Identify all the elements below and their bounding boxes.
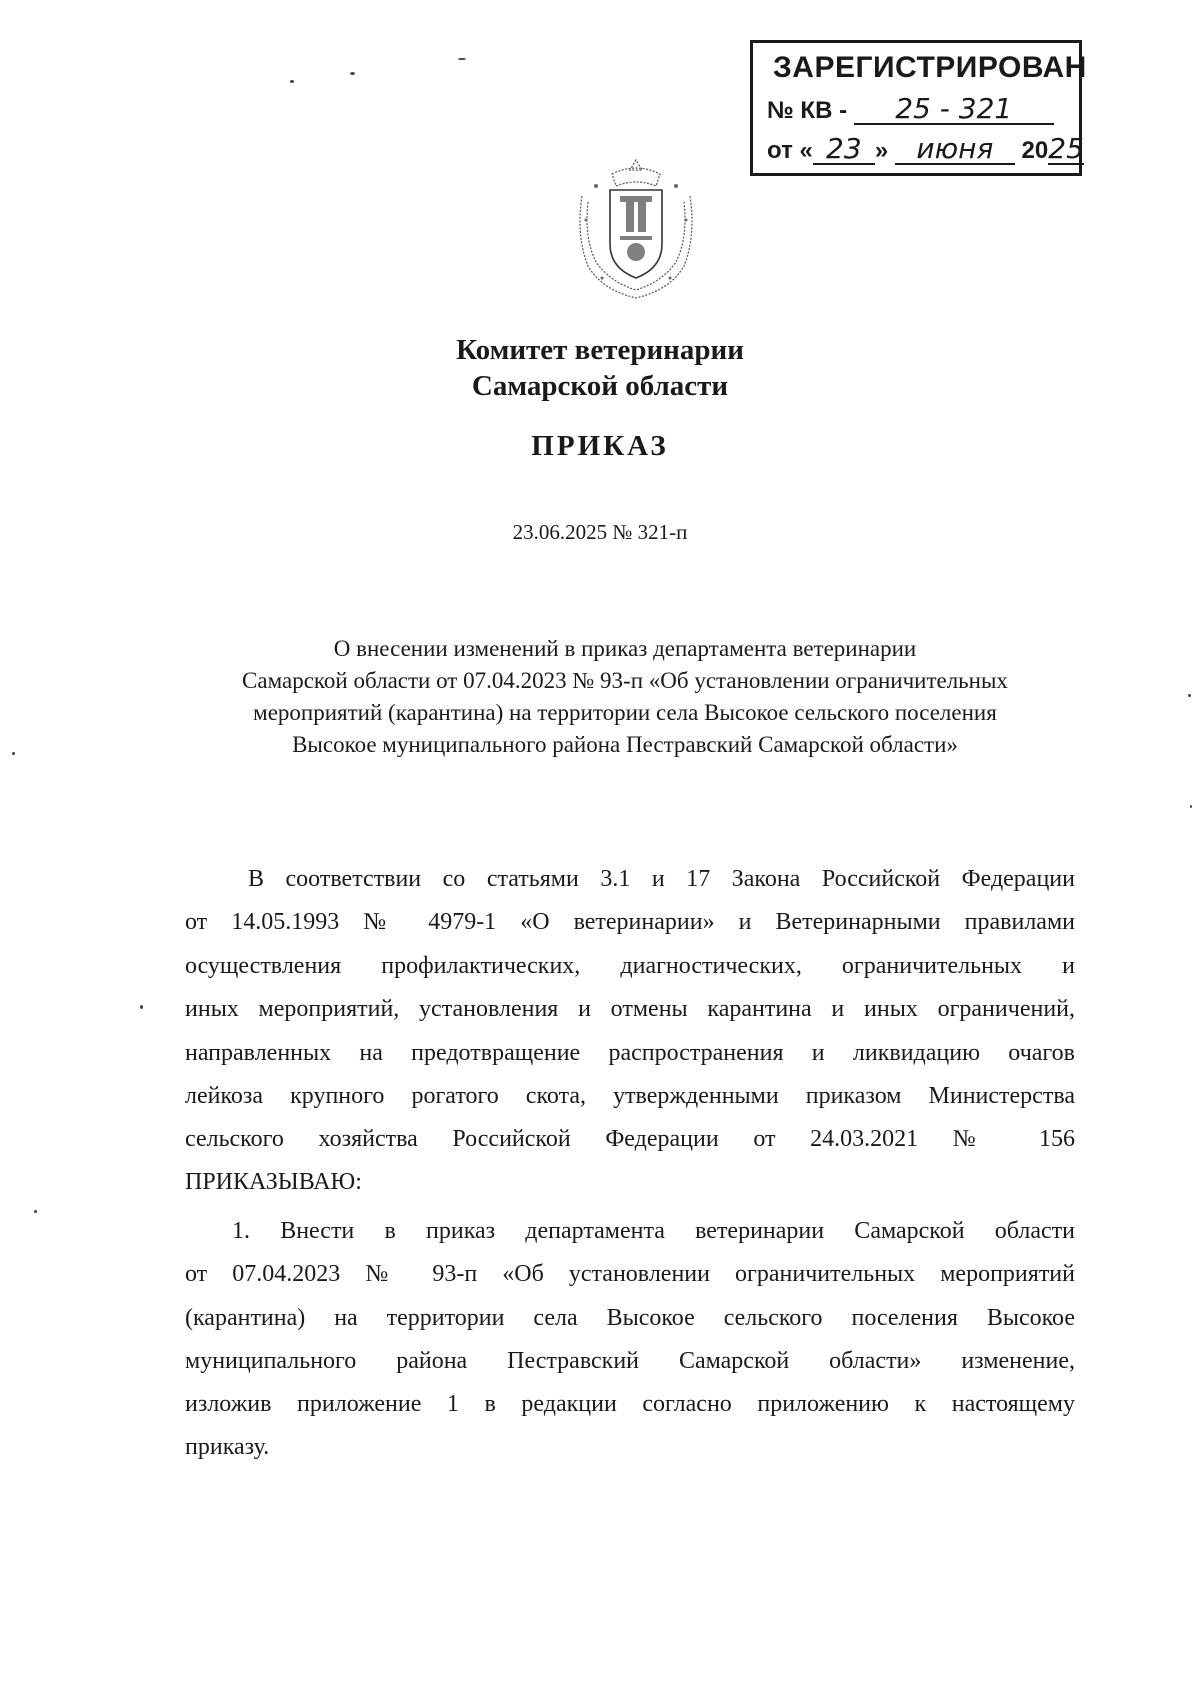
stamp-number-prefix: № КВ - xyxy=(767,97,848,124)
preamble-line: от 14.05.1993 № 4979-1 «О ветеринарии» и Ветеринарными правилами xyxy=(185,909,1075,935)
organization-name-line-1: Комитет ветеринарии xyxy=(456,334,744,366)
stamp-month: июня xyxy=(895,135,1015,165)
stamp-day-close: » xyxy=(874,137,889,164)
stamp-number-value: 25 - 321 xyxy=(854,95,1054,125)
item-1-line: приказу. xyxy=(185,1434,270,1460)
preamble-line: В соответствии со статьями 3.1 и 17 Закона Российской Федерации xyxy=(248,866,1075,892)
stamp-day: 23 xyxy=(813,135,875,165)
scan-speck xyxy=(1188,694,1191,697)
stamp-date-prefix: от « xyxy=(767,137,813,164)
scan-speck xyxy=(290,80,294,83)
subject-line: О внесении изменений в приказ департамента ветеринарии xyxy=(333,636,917,661)
subject-line: Высокое муниципального района Пестравский Самарской области» xyxy=(292,732,958,757)
scan-speck xyxy=(1190,805,1192,808)
scan-speck xyxy=(34,1210,37,1213)
stamp-year-prefix: 20 xyxy=(1021,137,1049,164)
stamp-year-suffix: 25 xyxy=(1048,132,1084,165)
order-directive: ПРИКАЗЫВАЮ: xyxy=(185,1169,362,1195)
item-1-line: от 07.04.2023 № 93-п «Об установлении ограничительных мероприятий xyxy=(185,1261,1075,1287)
stamp-number-row xyxy=(767,92,1054,125)
item-1-line: изложив приложение 1 в редакции согласно приложению к настоящему xyxy=(185,1391,1075,1417)
stamp-date-row xyxy=(767,132,1084,165)
preamble-line: лейкоза крупного рогатого скота, утвержденными приказом Министерства xyxy=(185,1083,1075,1109)
coat-of-arms-emblem xyxy=(572,156,700,304)
item-1-line: 1. Внести в приказ департамента ветеринарии Самарской области xyxy=(232,1218,1075,1244)
preamble-line: сельского хозяйства Российской Федерации от 24.03.2021 № 156 xyxy=(185,1126,1075,1152)
registration-stamp xyxy=(750,40,1087,176)
preamble-line: иных мероприятий, установления и отмены карантина и иных ограничений, xyxy=(185,996,1075,1022)
subject-line: Самарской области от 07.04.2023 № 93-п «Об установлении ограничительных xyxy=(242,668,1008,693)
scan-speck xyxy=(140,1005,143,1009)
item-1-line: (карантина) на территории села Высокое сельского поселения Высокое xyxy=(185,1305,1075,1331)
item-1-line: муниципального района Пестравский Самарской области» изменение, xyxy=(185,1348,1075,1374)
document-type-title: ПРИКАЗ xyxy=(531,430,669,462)
subject-line: мероприятий (карантина) на территории села Высокое сельского поселения xyxy=(253,700,997,725)
organization-name-line-2: Самарской области xyxy=(471,370,729,402)
preamble-line: направленных на предотвращение распространения и ликвидацию очагов xyxy=(185,1040,1075,1066)
preamble-line: осуществления профилактических, диагностических, ограничительных и xyxy=(185,953,1075,979)
scan-speck xyxy=(458,58,466,60)
stamp-title: ЗАРЕГИСТРИРОВАН xyxy=(773,51,1087,84)
scan-speck xyxy=(350,72,355,75)
document-date-number: 23.06.2025 № 321-п xyxy=(512,520,688,544)
scan-speck xyxy=(12,752,15,755)
